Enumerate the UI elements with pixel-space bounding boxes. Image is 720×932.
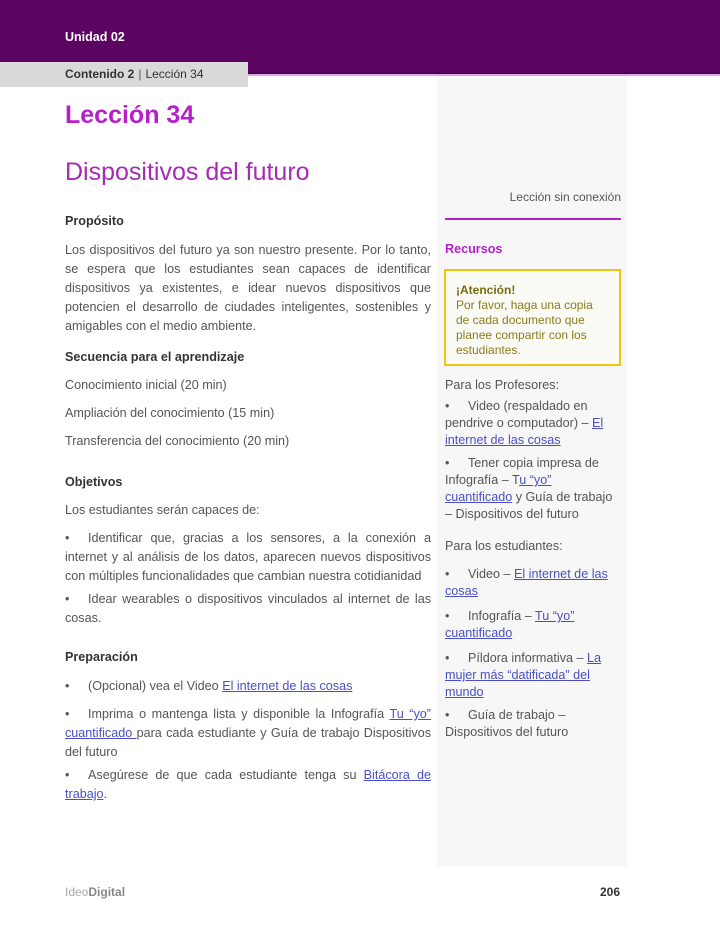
student-resource-item <box>445 566 621 600</box>
breadcrumb-separator: | <box>138 67 142 81</box>
preparation-item <box>65 766 431 804</box>
infographic-link[interactable]: Tu “yo” cuantificado <box>65 707 432 740</box>
resources-heading: Recursos <box>445 242 503 256</box>
students-heading: Para los estudiantes: <box>445 539 563 553</box>
pildora-link[interactable]: La mujer más “datificada” del mundo <box>445 651 602 699</box>
unit-label: Unidad 02 <box>65 30 125 44</box>
sequence-item: Ampliación del conocimiento (15 min) <box>65 406 275 420</box>
main-content <box>65 212 431 804</box>
infographic-link[interactable]: Tu “yo” cuantificado <box>445 609 575 640</box>
resource-text: Infografía – <box>468 609 535 623</box>
preparation-item <box>65 705 431 762</box>
brand-bold: Digital <box>88 885 126 899</box>
resource-text: Píldora informativa – <box>468 651 587 665</box>
student-resource-item <box>445 608 621 642</box>
offline-label: Lección sin conexión <box>509 190 621 204</box>
attention-text: Por favor, haga una copia de cada documento que planee compartir con los estudiantes. <box>456 298 593 357</box>
preparation-item-text: Imprima o mantenga lista y disponible la Infografía <box>88 707 390 721</box>
teachers-resources <box>445 377 621 523</box>
preparation-item <box>65 677 431 696</box>
breadcrumb <box>0 62 248 87</box>
objectives-intro: Los estudiantes serán capaces de: <box>65 503 260 517</box>
video-link[interactable]: El internet de las cosas <box>445 416 604 447</box>
footer-brand <box>65 885 125 899</box>
teacher-resource-item <box>445 455 621 523</box>
resource-text: Video (respaldado en pendrive o computador) – <box>445 399 593 430</box>
breadcrumb-lesson: Lección 34 <box>145 67 204 81</box>
preparation-item-text: . <box>103 787 108 801</box>
preparation-item-text: (Opcional) vea el Video <box>88 679 223 693</box>
objective-item: • Idear wearables o dispositivos vinculados al internet de las cosas. <box>65 590 431 628</box>
sequence-heading: Secuencia para el aprendizaje <box>65 350 245 364</box>
teachers-heading: Para los Profesores: <box>445 378 560 392</box>
attention-title: ¡Atención! <box>456 283 516 297</box>
objectives-heading: Objetivos <box>65 475 123 489</box>
preparation-heading: Preparación <box>65 650 138 664</box>
resource-text: Tener copia impresa de Infografía – T <box>445 456 599 487</box>
purpose-heading: Propósito <box>65 214 124 228</box>
video-link[interactable]: El internet de las cosas <box>222 679 353 693</box>
lesson-subtitle: Dispositivos del futuro <box>65 158 310 186</box>
breadcrumb-content: Contenido 2 <box>65 67 135 81</box>
attention-box <box>444 269 621 366</box>
video-link[interactable]: El internet de las cosas <box>445 567 608 598</box>
page-number: 206 <box>599 885 620 899</box>
preparation-item-text: Asegúrese de que cada estudiante tenga su <box>88 768 364 782</box>
preparation-item-text: para cada estudiante y Guía de trabajo Dispositivos del futuro <box>65 726 431 759</box>
lesson-title: Lección 34 <box>65 101 195 129</box>
resource-text: Video – <box>468 567 514 581</box>
purpose-text: Los dispositivos del futuro ya son nuestro presente. Por lo tanto, se espera que los estudiantes sean capaces de identificar dispositivos ya existentes, e idear nuevos dispositivos que potencien el desarrollo de ciudades inteligentes, sostenibles y amigables con el medio ambiente. <box>65 243 431 333</box>
resource-text: y Guía de trabajo – Dispositivos del futuro <box>445 490 613 521</box>
sidebar-divider <box>445 218 621 220</box>
infographic-link[interactable]: u “yo” cuantificado <box>445 473 552 504</box>
teacher-resource-item <box>445 398 621 449</box>
brand-light: Ideo <box>65 885 89 899</box>
bitacora-link[interactable]: Bitácora de trabajo <box>65 768 431 801</box>
students-resources <box>445 538 621 741</box>
sequence-item: Transferencia del conocimiento (20 min) <box>65 434 290 448</box>
student-resource-item: • Guía de trabajo – Dispositivos del futuro <box>445 707 621 741</box>
sequence-item: Conocimiento inicial (20 min) <box>65 378 227 392</box>
objective-item: • Identificar que, gracias a los sensores, a la conexión a internet y al análisis de los datos, aparecen nuevos dispositivos con múltiples funcionalidades que cambian nuestra cotidianidad <box>65 529 431 586</box>
breadcrumb-text <box>65 67 204 81</box>
student-resource-item <box>445 650 621 701</box>
